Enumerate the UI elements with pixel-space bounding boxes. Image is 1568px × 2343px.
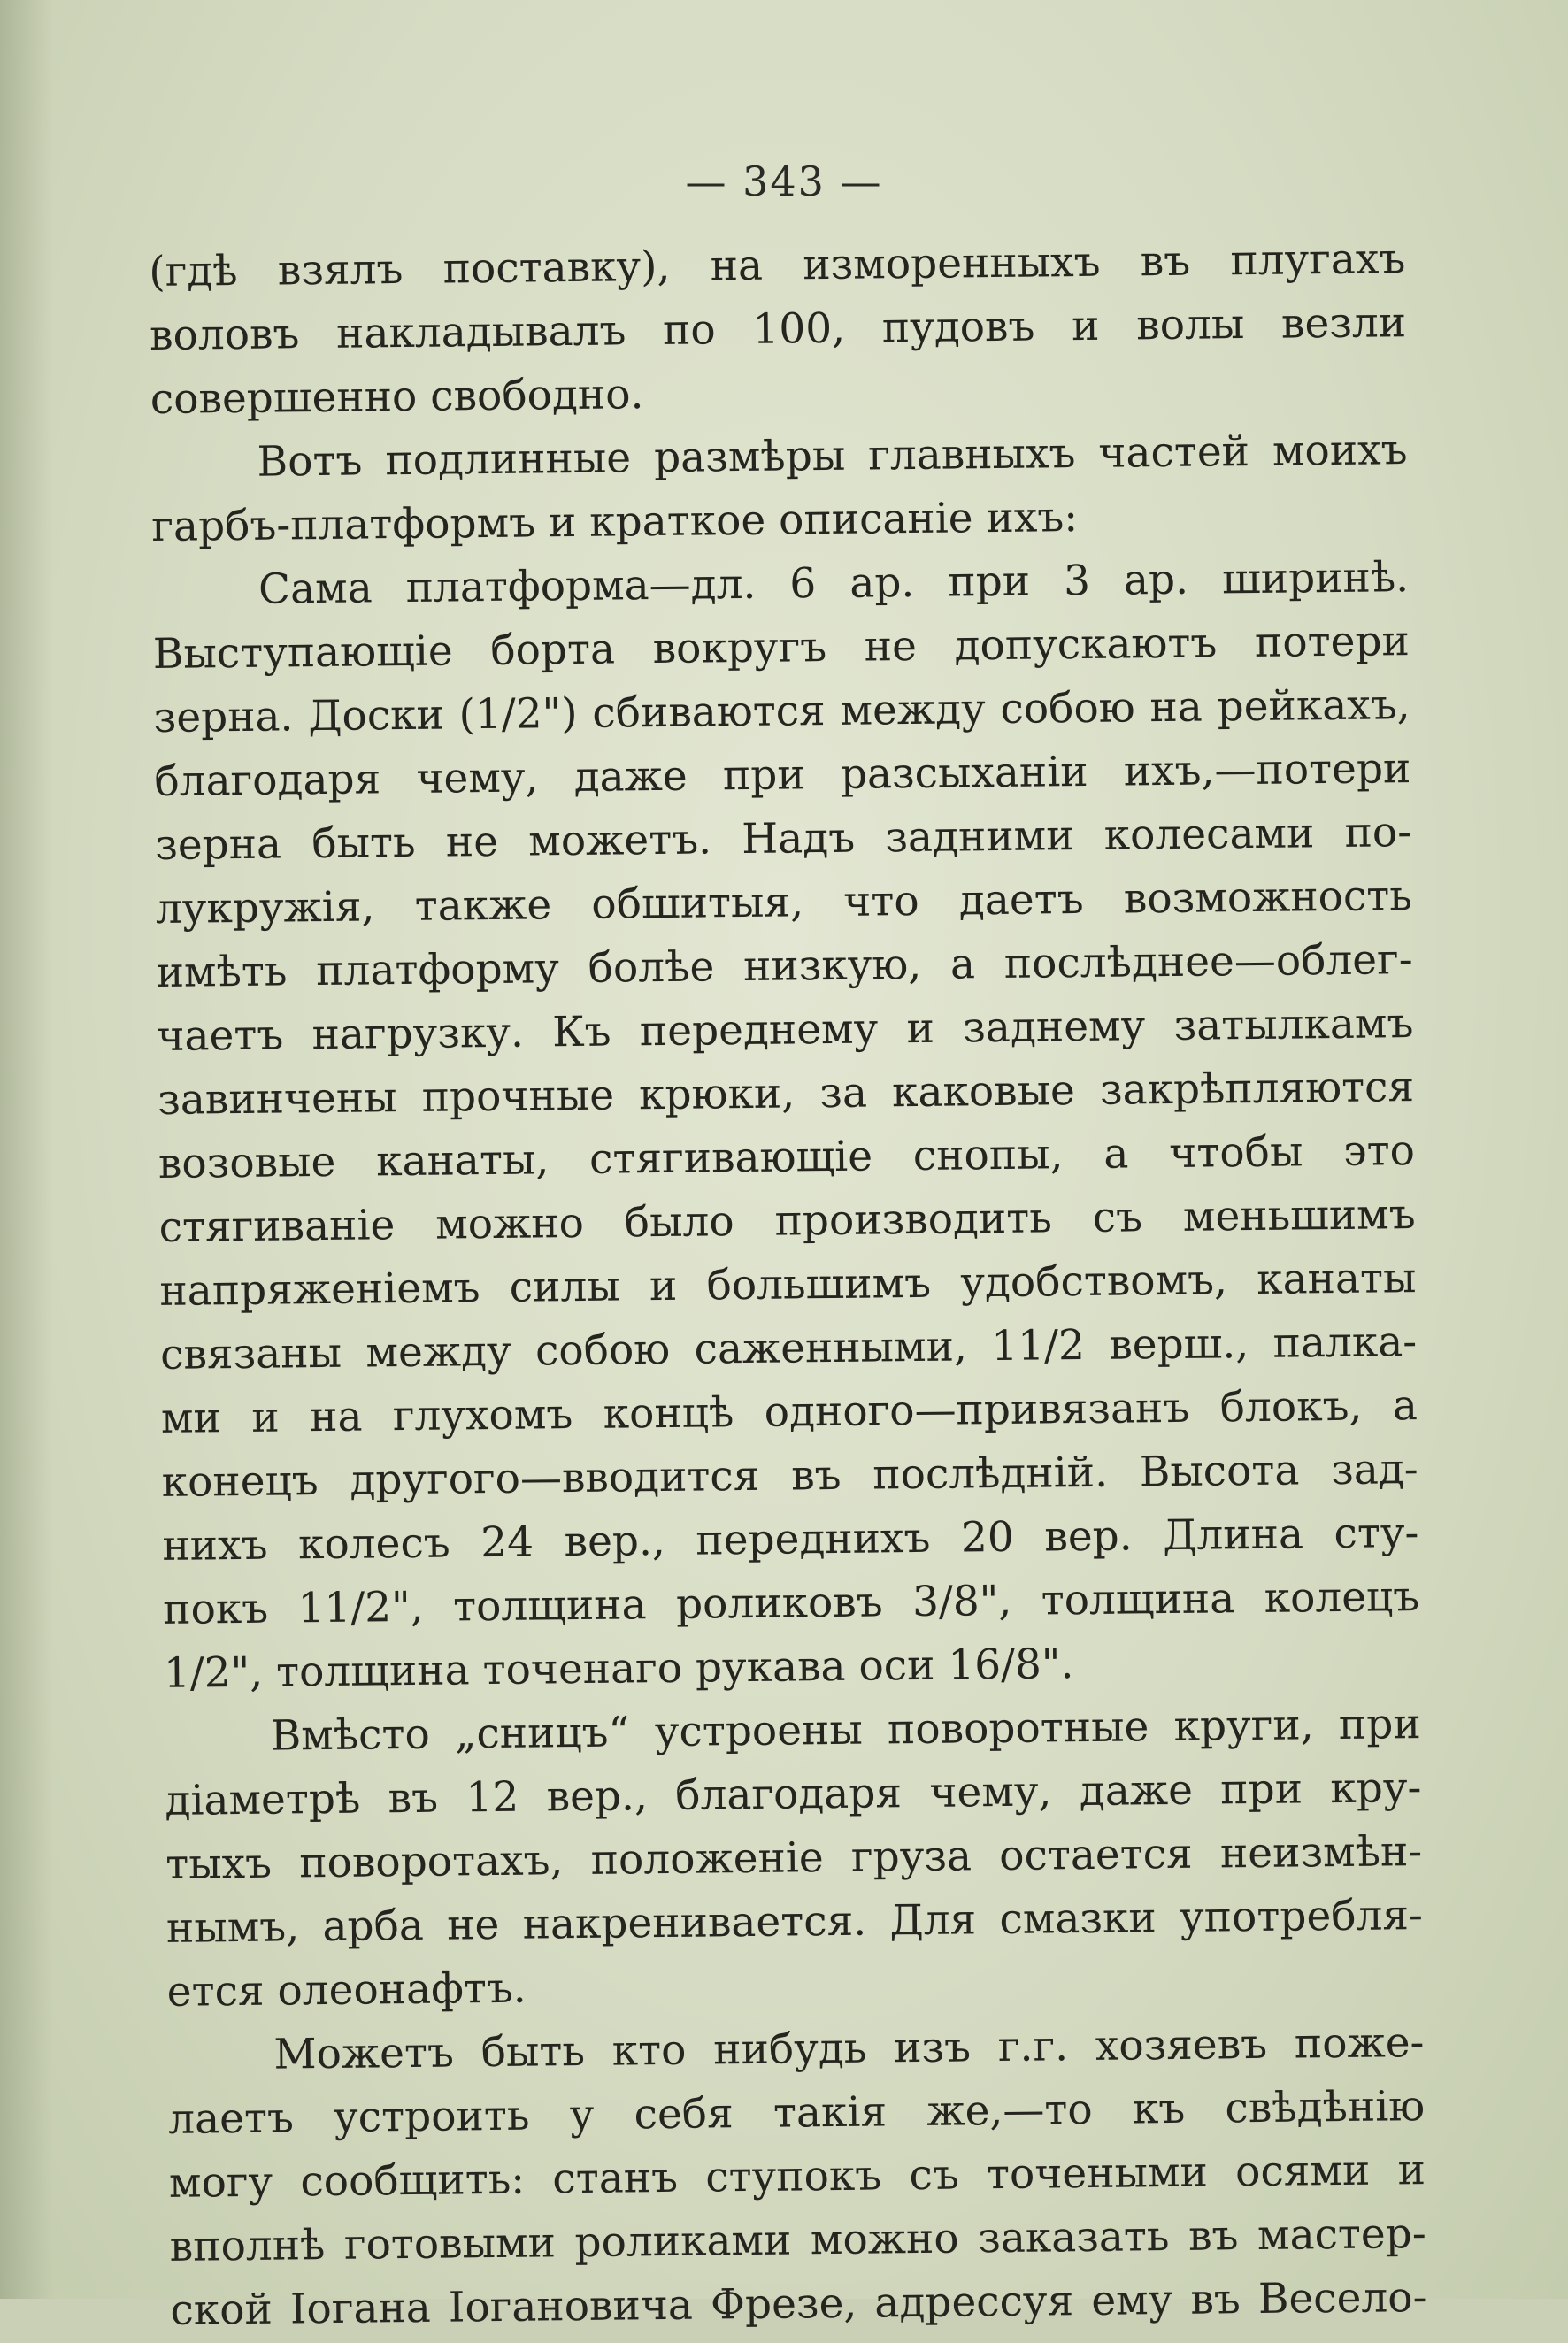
text-line: зерна быть не можетъ. Надъ задними колесами по-: [154, 808, 1412, 870]
text-line: тыхъ поворотахъ, положенiе груза остается неизмѣн-: [165, 1827, 1423, 1889]
text-line: вполнѣ готовыми роликами можно заказать въ мастер-: [169, 2209, 1426, 2271]
text-line: завинчены прочные крюки, за каковые закрѣпляются: [157, 1063, 1415, 1125]
text-line: гарбъ-платформъ и краткое описанiе ихъ:: [151, 493, 1079, 551]
text-line: нихъ колесъ 24 вер., переднихъ 20 вер. Длина сту-: [162, 1509, 1419, 1571]
text-line: (гдѣ взялъ поставку), на изморенныхъ въ плугахъ: [149, 234, 1406, 296]
page-number: — 343 —: [685, 157, 883, 205]
text-line: конецъ другого—вводится въ послѣднiй. Высота зад-: [161, 1445, 1418, 1507]
text-line: Сама платформа—дл. 6 ар. при 3 ар. ширинѣ.: [257, 553, 1410, 614]
text-line: ской Iогана Iогановича Фрезе, адрессуя ему въ Весело-: [170, 2273, 1427, 2335]
text-line: напряженiемъ силы и большимъ удобствомъ, канаты: [159, 1254, 1417, 1316]
text-line: покъ 11/2", толщина роликовъ 3/8", толщина колецъ: [162, 1572, 1420, 1634]
text-line: воловъ накладывалъ по 100, пудовъ и волы везли: [149, 298, 1407, 360]
text-line: нымъ, арба не накрениваетcя. Для смазки употребля-: [165, 1891, 1424, 1953]
text-line: дiаметрѣ въ 12 вер., благодаря чему, даже при кру-: [165, 1763, 1422, 1825]
text-line: лаетъ устроить у себя такiя же,—то къ свѣдѣнiю: [167, 2082, 1426, 2144]
text-line: могу сообщить: станъ ступокъ съ точеными осями и: [168, 2146, 1426, 2208]
text-line: ется олеонафтъ.: [166, 1963, 527, 2017]
text-line: чаетъ нагрузку. Къ переднему и заднему затылкамъ: [157, 999, 1414, 1061]
text-line: Выступающiе борта вокругъ не допускаютъ потери: [152, 617, 1410, 679]
text-line: связаны между собою саженными, 11/2 верш., палка-: [159, 1317, 1418, 1379]
text-line: зерна. Доски (1/2") сбиваются между собою на рейкахъ,: [153, 680, 1410, 742]
body-text: [149, 227, 1427, 2343]
text-line: ми и на глухомъ концѣ одного—привязанъ блокъ, а: [160, 1381, 1418, 1443]
text-line: благодаря чему, даже при разсыханiи ихъ,—потери: [154, 744, 1411, 806]
page-edge-shadow: [0, 0, 53, 2299]
text-line: стягиванiе можно было производить съ меньшимъ: [158, 1190, 1416, 1252]
text-line: Вмѣсто „сницъ“ устроены поворотные круги, при: [270, 1700, 1421, 1761]
text-line: 1/2", толщина точенаго рукава оси 16/8".: [163, 1640, 1074, 1698]
text-line: лукружiя, также обшитыя, что даетъ возможность: [155, 872, 1413, 933]
text-line: совершенно свободно.: [150, 370, 644, 424]
text-line: Вотъ подлинные размѣры главныхъ частей моихъ: [257, 426, 1408, 487]
text-line: имѣть платформу болѣе низкую, а послѣднее—облег-: [156, 935, 1413, 997]
text-line: возовые канаты, стягивающiе снопы, а чтобы это: [158, 1126, 1416, 1188]
text-line: Можетъ быть кто нибудь изъ г.г. хозяевъ поже-: [273, 2018, 1425, 2079]
